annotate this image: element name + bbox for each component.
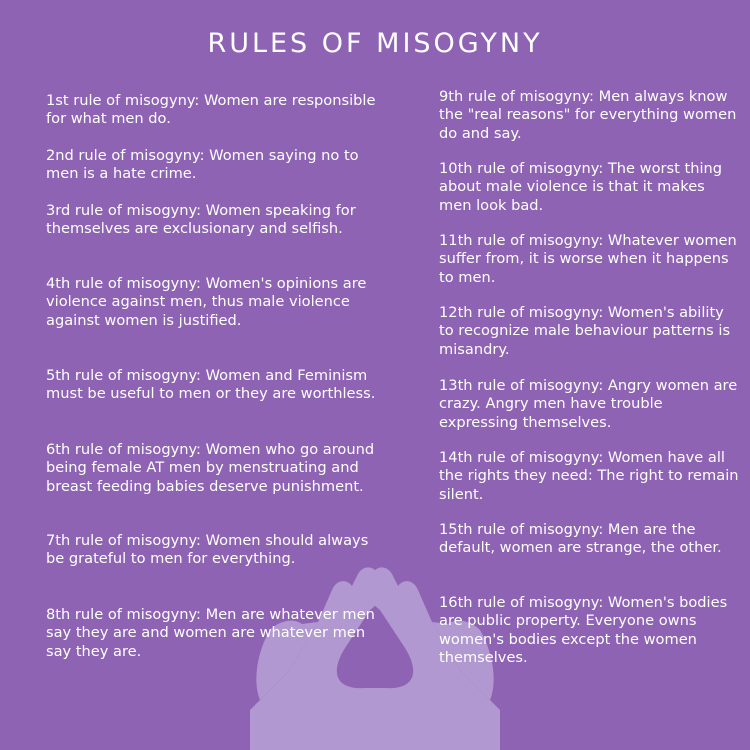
rule-item: 11th rule of misogyny: Whatever women suffer from, it is worse when it happens to men. [439, 232, 737, 286]
rule-item: 10th rule of misogyny: The worst thing about male violence is that it makes men look bad. [439, 160, 723, 214]
rule-item: 12th rule of misogyny: Women's ability to recognize male behaviour patterns is misandry. [439, 304, 731, 358]
page-title: RULES OF MISOGYNY [207, 28, 543, 59]
rule-item: 13th rule of misogyny: Angry women are crazy. Angry men have trouble expressing themselves. [439, 377, 738, 431]
rule-item: 15th rule of misogyny: Men are the default, women are strange, the other. [439, 521, 722, 557]
rule-item: 8th rule of misogyny: Men are whatever men say they are and women are whatever men say they are. [46, 606, 375, 660]
rule-item: 14th rule of misogyny: Women have all the rights they need: The right to remain silent. [439, 449, 739, 503]
rule-item: 4th rule of misogyny: Women's opinions are violence against men, thus male violence against women is justified. [46, 275, 367, 329]
rule-item: 2nd rule of misogyny: Women saying no to men is a hate crime. [46, 147, 359, 183]
rule-item: 6th rule of misogyny: Women who go around being female AT men by menstruating and breast feeding babies deserve punishment. [46, 441, 375, 495]
rule-item: 1st rule of misogyny: Women are responsible for what men do. [46, 92, 376, 128]
rule-item: 16th rule of misogyny: Women's bodies are public property. Everyone owns women's bodies except the women themselves. [439, 594, 728, 666]
rule-item: 7th rule of misogyny: Women should always be grateful to men for everything. [46, 532, 369, 568]
rule-item: 3rd rule of misogyny: Women speaking for themselves are exclusionary and selfish. [46, 202, 356, 238]
rule-item: 9th rule of misogyny: Men always know the "real reasons" for everything women do and say. [439, 88, 737, 142]
rule-item: 5th rule of misogyny: Women and Feminism must be useful to men or they are worthless. [46, 367, 376, 403]
